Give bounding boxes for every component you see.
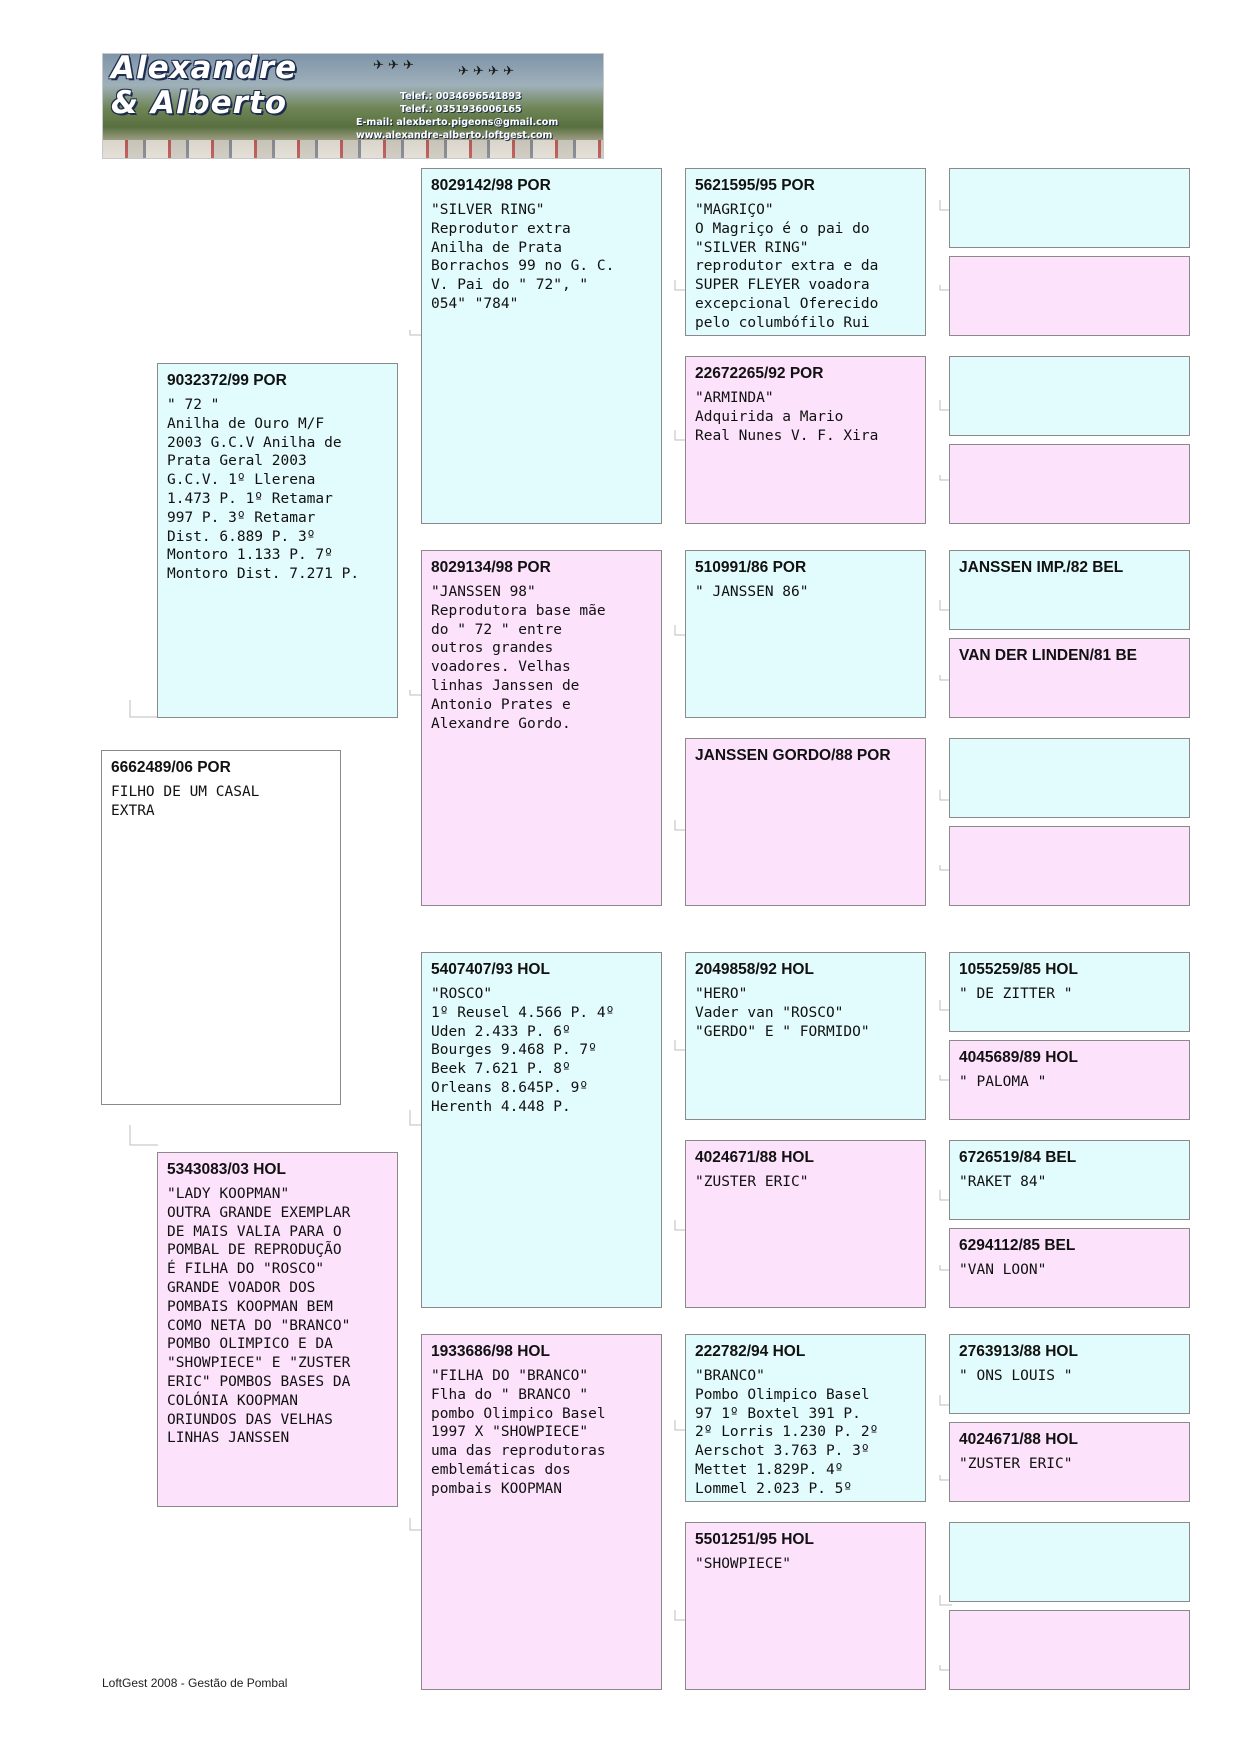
dam-card — [157, 1152, 398, 1507]
great-great-grandparent-card — [949, 826, 1190, 906]
footer-text: LoftGest 2008 - Gestão de Pombal — [102, 1676, 288, 1690]
ring-number: 8029134/98 POR — [431, 559, 551, 576]
banner-title-line2: & Alberto — [111, 85, 288, 121]
grandsire-maternal-card — [421, 952, 662, 1308]
connector-line — [130, 1125, 158, 1145]
pigeon-description: "SILVER RING" Reprodutor extra Anilha de Prata Borrachos 99 no G. C. V. Pai do " 72", " 054" "784" — [431, 202, 615, 312]
ring-number: 2049858/92 HOL — [695, 961, 814, 978]
pigeon-description: "HERO" Vader van "ROSCO" "GERDO" E " FORMIDO" — [695, 986, 870, 1040]
pigeon-description: "VAN LOON" — [959, 1262, 1047, 1278]
ring-number: 2763913/88 HOL — [959, 1343, 1078, 1360]
ring-number: 1933686/98 HOL — [431, 1343, 550, 1360]
ring-number: 6726519/84 BEL — [959, 1149, 1077, 1166]
banner-phone-1: Telef.: 0034696541893 — [400, 91, 522, 102]
pigeon-description: "MAGRIÇO" O Magriço é o pai do "SILVER RING" reprodutor extra e da SUPER FLEYER voadora excepcional Oferecido pelo columbófilo Rui — [695, 202, 879, 331]
great-great-grandparent-card — [949, 1228, 1190, 1308]
great-grandparent-card — [685, 1522, 926, 1690]
great-great-grandparent-card — [949, 356, 1190, 436]
ring-number: 1055259/85 HOL — [959, 961, 1078, 978]
great-great-grandparent-card — [949, 256, 1190, 336]
pigeon-description: FILHO DE UM CASAL EXTRA — [111, 784, 260, 819]
great-great-grandparent-card — [949, 1522, 1190, 1602]
great-great-grandparent-card — [949, 1334, 1190, 1414]
great-great-grandparent-card — [949, 638, 1190, 718]
great-great-grandparent-card — [949, 550, 1190, 630]
pigeon-description: "ZUSTER ERIC" — [959, 1456, 1073, 1472]
great-grandparent-card — [685, 356, 926, 524]
ring-number: 4024671/88 HOL — [695, 1149, 814, 1166]
pigeon-description: "LADY KOOPMAN" OUTRA GRANDE EXEMPLAR DE MAIS VALIA PARA O POMBAL DE REPRODUÇÃO É FILHA DO "ROSCO" GRANDE VOADOR DOS POMBAIS KOOPMAN BEM COMO NETA DO "BRANCO" POMBO OLIMPICO E DA "SHOWPIECE" E "ZUSTER ERIC" POMBOS BASES DA COLÓNIA KOOPMAN ORIUNDOS DAS VELHAS LINHAS JANSSEN — [167, 1186, 351, 1447]
great-great-grandparent-card — [949, 1140, 1190, 1220]
granddam-maternal-card — [421, 1334, 662, 1690]
pigeon-icon: ✈ ✈ ✈ ✈ — [458, 64, 514, 79]
great-grandparent-card — [685, 168, 926, 336]
banner-website: www.alexandre-alberto.loftgest.com — [356, 130, 553, 141]
ring-number: 5621595/95 POR — [695, 177, 815, 194]
ring-number: 8029142/98 POR — [431, 177, 551, 194]
great-grandparent-card — [685, 952, 926, 1120]
ring-number: JANSSEN GORDO/88 POR — [695, 747, 891, 764]
ring-number: 4045689/89 HOL — [959, 1049, 1078, 1066]
great-great-grandparent-card — [949, 1040, 1190, 1120]
pigeon-description: "BRANCO" Pombo Olimpico Basel 97 1º Boxtel 391 P. 2º Lorris 1.230 P. 2º Aerschot 3.763 P. 3º Mettet 1.829P. 4º Lommel 2.023 P. 5º — [695, 1368, 879, 1497]
banner-email: E-mail: alexberto.pigeons@gmail.com — [356, 117, 559, 128]
pigeon-description: " DE ZITTER " — [959, 986, 1073, 1002]
ring-number: 5407407/93 HOL — [431, 961, 550, 978]
pigeon-description: " 72 " Anilha de Ouro M/F 2003 G.C.V Anilha de Prata Geral 2003 G.C.V. 1º Llerena 1.473 P. 1º Retamar 997 P. 3º Retamar Dist. 6.889 P. 3º Montoro 1.133 P. 7º Montoro Dist. 7.271 P. — [167, 397, 360, 583]
great-great-grandparent-card — [949, 738, 1190, 818]
great-great-grandparent-card — [949, 952, 1190, 1032]
pigeon-description: " PALOMA " — [959, 1074, 1047, 1090]
pigeon-description: " JANSSEN 86" — [695, 584, 809, 600]
banner-phone-2: Telef.: 0351936006165 — [400, 104, 522, 115]
banner-title-line1: Alexandre — [111, 53, 298, 86]
ring-number: 6662489/06 POR — [111, 759, 231, 776]
ring-number: 4024671/88 HOL — [959, 1431, 1078, 1448]
great-great-grandparent-card — [949, 444, 1190, 524]
ring-number: 9032372/99 POR — [167, 372, 287, 389]
pigeon-description: "SHOWPIECE" — [695, 1556, 792, 1572]
pigeon-description: "JANSSEN 98" Reprodutora base mãe do " 72 " entre outros grandes voadores. Velhas linhas Janssen de Antonio Prates e Alexandre Gordo. — [431, 584, 606, 732]
great-grandparent-card — [685, 550, 926, 718]
pigeon-icon: ✈ ✈ ✈ — [373, 58, 414, 73]
pigeon-description: "ZUSTER ERIC" — [695, 1174, 809, 1190]
grandsire-paternal-card — [421, 168, 662, 524]
pigeon-description: "RAKET 84" — [959, 1174, 1047, 1190]
great-great-grandparent-card — [949, 1422, 1190, 1502]
pigeon-description: "FILHA DO "BRANCO" Flha do " BRANCO " pombo Olimpico Basel 1997 X "SHOWPIECE" uma das reprodutoras emblemáticas dos pombais KOOPMAN — [431, 1368, 606, 1497]
pigeon-description: "ROSCO" 1º Reusel 4.566 P. 4º Uden 2.433 P. 6º Bourges 9.468 P. 7º Beek 7.621 P. 8º Orleans 8.645P. 9º Herenth 4.448 P. — [431, 986, 615, 1115]
pigeon-description: "ARMINDA" Adquirida a Mario Real Nunes V. F. Xira — [695, 390, 879, 444]
ring-number: 5501251/95 HOL — [695, 1531, 814, 1548]
ring-number: 22672265/92 POR — [695, 365, 824, 382]
connector-line — [130, 700, 158, 717]
great-great-grandparent-card — [949, 1610, 1190, 1690]
granddam-paternal-card — [421, 550, 662, 906]
great-great-grandparent-card — [949, 168, 1190, 248]
subject-card — [101, 750, 341, 1105]
sire-card — [157, 363, 398, 718]
ring-number: VAN DER LINDEN/81 BE — [959, 647, 1137, 664]
great-grandparent-card — [685, 1334, 926, 1502]
ring-number: 510991/86 POR — [695, 559, 807, 576]
ring-number: JANSSEN IMP./82 BEL — [959, 559, 1124, 576]
ring-number: 222782/94 HOL — [695, 1343, 806, 1360]
pigeon-description: " ONS LOUIS " — [959, 1368, 1073, 1384]
great-grandparent-card — [685, 738, 926, 906]
ring-number: 6294112/85 BEL — [959, 1237, 1076, 1254]
great-grandparent-card — [685, 1140, 926, 1308]
ring-number: 5343083/03 HOL — [167, 1161, 286, 1178]
